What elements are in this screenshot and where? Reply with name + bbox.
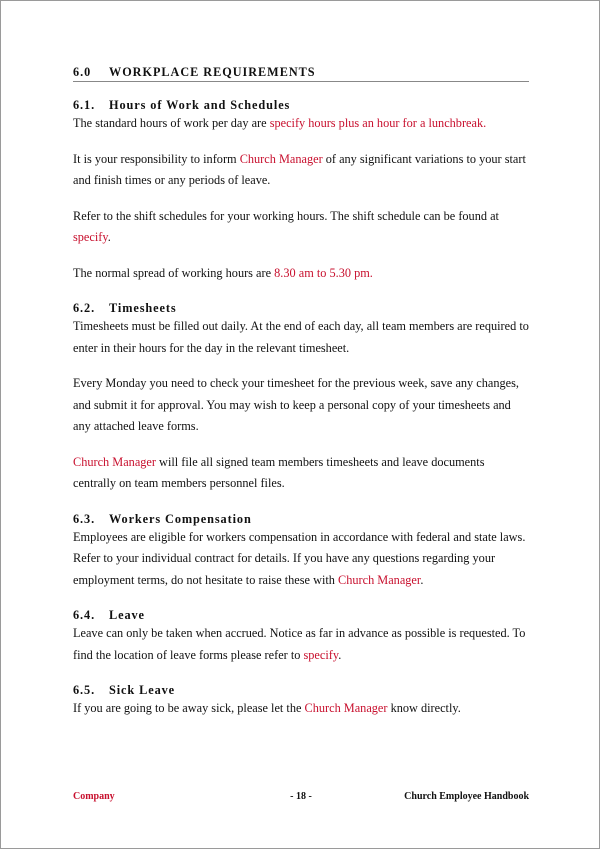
section-number: 6.0: [73, 65, 92, 79]
text: If you are going to be away sick, please let the: [73, 701, 305, 715]
placeholder-text: specify: [73, 230, 108, 244]
text: It is your responsibility to inform: [73, 151, 240, 166]
page-content: [73, 65, 529, 720]
text: Employees are eligible for workers compensation in accordance with federal and state laws. Refer to your individual contract for details. If you have any questions regarding your employment terms, do not hesitate to raise these with: [73, 529, 526, 587]
paragraph: [73, 698, 529, 720]
paragraph: [73, 527, 529, 592]
placeholder-text: Church Manager: [304, 701, 388, 715]
text: The normal spread of working hours are: [73, 265, 275, 280]
text: .: [338, 647, 342, 662]
paragraph: [73, 113, 529, 135]
heading-text: Leave: [109, 608, 145, 622]
text: Refer to the shift schedules for your working hours. The shift schedule can be found at: [73, 208, 499, 223]
paragraph: Every Monday you need to check your timesheet for the previous week, save any changes, and submit it for approval. You may wish to keep a personal copy of your timesheets and any attached leave forms.: [73, 376, 519, 433]
text: Leave can only be taken when accrued. Notice as far in advance as possible is requested. To find the location of leave forms please refer to: [73, 626, 526, 662]
heading-leave: [73, 607, 529, 623]
text: The standard hours of work per day are: [73, 116, 270, 130]
heading-number: 6.1.: [73, 98, 96, 112]
heading-number: 6.4.: [73, 608, 96, 622]
text: know directly.: [387, 701, 461, 715]
footer-page-number: - 18 -: [290, 791, 312, 802]
heading-number: 6.2.: [73, 301, 96, 315]
text: of any significant variations to your start and finish times or any periods of leave.: [73, 151, 526, 187]
section-heading: [73, 65, 529, 82]
placeholder-text: specify: [303, 647, 339, 662]
placeholder-text: Church Manager: [73, 454, 156, 469]
placeholder-text: specify hours plus an hour for a lunchbreak.: [269, 116, 487, 130]
text: .: [420, 572, 424, 587]
section-title: WORKPLACE REQUIREMENTS: [109, 65, 316, 79]
heading-sick-leave: [73, 682, 529, 698]
heading-text: Workers Compensation: [109, 511, 252, 526]
heading-text: Timesheets: [109, 301, 177, 315]
paragraph: [73, 149, 529, 192]
heading-number: 6.3.: [73, 511, 96, 526]
text: .: [107, 230, 111, 244]
paragraph: [73, 623, 529, 666]
paragraph: [73, 206, 529, 249]
footer-company: Company: [73, 791, 115, 802]
heading-text: Hours of Work and Schedules: [109, 98, 291, 112]
footer-document-title: Church Employee Handbook: [404, 791, 529, 802]
heading-hours-of-work: [73, 97, 529, 113]
text: will file all signed team members timesheets and leave documents centrally on team members personnel files.: [73, 454, 485, 490]
placeholder-text: 8.30 am to 5.30 pm.: [274, 265, 373, 280]
heading-number: 6.5.: [73, 683, 96, 697]
paragraph: [73, 452, 529, 495]
heading-text: Sick Leave: [109, 683, 176, 697]
paragraph: Timesheets must be filled out daily. At the end of each day, all team members are required to enter in their hours for the day in the relevant timesheet.: [73, 319, 529, 355]
heading-timesheets: [73, 300, 529, 316]
heading-workers-compensation: [73, 511, 529, 527]
placeholder-text: Church Manager: [338, 572, 421, 587]
placeholder-text: Church Manager: [239, 151, 323, 166]
paragraph: [73, 263, 529, 285]
